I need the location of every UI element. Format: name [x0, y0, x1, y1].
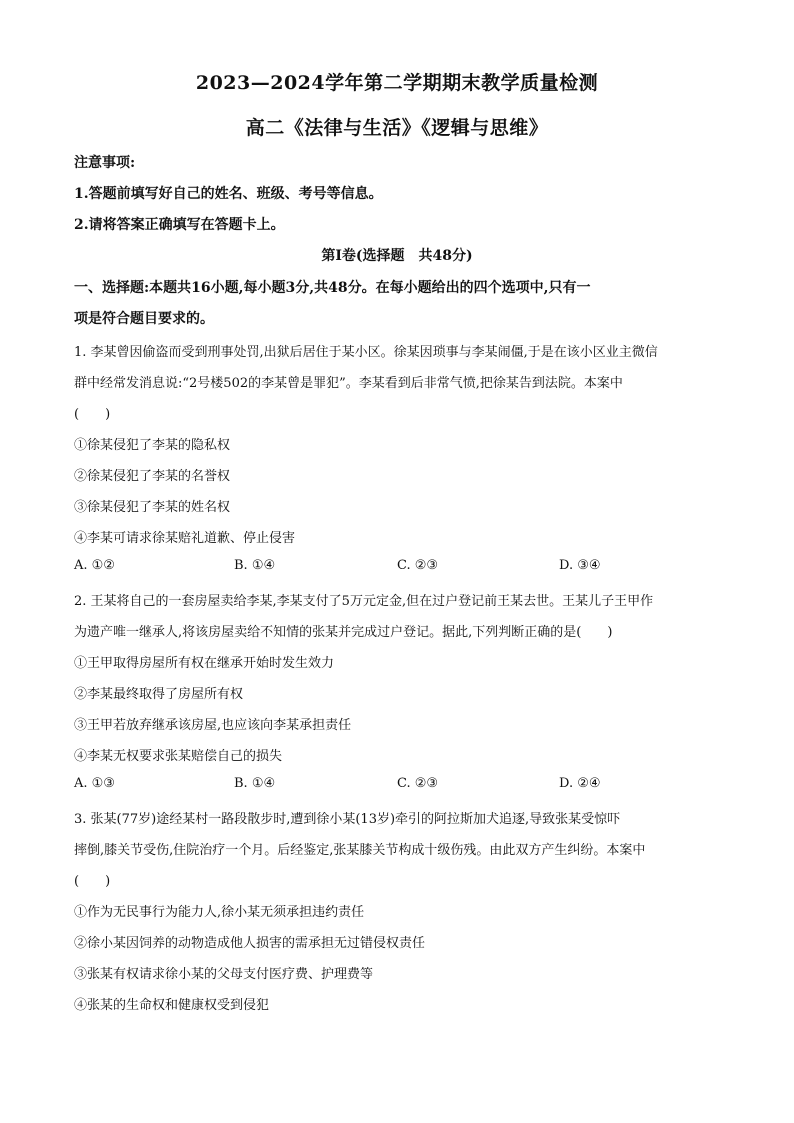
question-2-line-1: 2. 王某将自己的一套房屋卖给李某,李某支付了5万元定金,但在过户登记前王某去世。王某儿子王甲作 — [74, 594, 654, 609]
section-title: 第Ⅰ卷(选择题 共48分) — [321, 248, 473, 264]
section-instruction-line-2: 项是符合题目要求的。 — [74, 311, 214, 327]
question-1-option-b[interactable]: B. ①④ — [234, 558, 276, 573]
question-3-line-2: 摔倒,膝关节受伤,住院治疗一个月。后经鉴定,张某膝关节构成十级伤残。由此双方产生纠纷。本案中 — [74, 843, 646, 858]
question-2-option-c[interactable]: C. ②③ — [397, 776, 439, 791]
question-2-statement-3: ③王甲若放弃继承该房屋,也应该向李某承担责任 — [74, 718, 352, 733]
question-2-option-d[interactable]: D. ②④ — [559, 776, 601, 791]
question-3-statement-3: ③张某有权请求徐小某的父母支付医疗费、护理费等 — [74, 967, 374, 982]
section-instruction-line-1: 一、选择题:本题共16小题,每小题3分,共48分。在每小题给出的四个选项中,只有一 — [74, 280, 591, 296]
question-2-statement-4: ④李某无权要求张某赔偿自己的损失 — [74, 749, 283, 764]
notice-item-2: 2.请将答案正确填写在答题卡上。 — [74, 217, 285, 233]
question-1-blank: ( ) — [74, 407, 111, 422]
question-1-statement-1: ①徐某侵犯了李某的隐私权 — [74, 438, 231, 453]
notice-heading: 注意事项: — [74, 155, 136, 171]
question-1-line-2: 群中经常发消息说:“2号楼502的李某曾是罪犯”。李某看到后非常气愤,把徐某告到法院。本案中 — [74, 376, 623, 391]
question-1-statement-3: ③徐某侵犯了李某的姓名权 — [74, 500, 231, 515]
question-2-statement-2: ②李某最终取得了房屋所有权 — [74, 687, 244, 702]
exam-title: 2023—2024学年第二学期期末教学质量检测 — [195, 72, 599, 94]
question-1-line-1: 1. 李某曾因偷盗而受到刑事处罚,出狱后居住于某小区。徐某因琐事与李某闹僵,于是在该小区业主微信 — [74, 345, 658, 360]
notice-item-1: 1.答题前填写好自己的姓名、班级、考号等信息。 — [74, 186, 383, 202]
question-3-statement-4: ④张某的生命权和健康权受到侵犯 — [74, 998, 270, 1013]
question-1-statement-4: ④李某可请求徐某赔礼道歉、停止侵害 — [74, 531, 296, 546]
question-1-statement-2: ②徐某侵犯了李某的名誉权 — [74, 469, 231, 484]
question-2-option-b[interactable]: B. ①④ — [234, 776, 276, 791]
question-3-statement-1: ①作为无民事行为能力人,徐小某无须承担违约责任 — [74, 905, 365, 920]
question-1-option-d[interactable]: D. ③④ — [559, 558, 601, 573]
question-3-blank: ( ) — [74, 874, 111, 889]
question-3-line-1: 3. 张某(77岁)途经某村一路段散步时,遭到徐小某(13岁)牵引的阿拉斯加犬追逐,导致张某受惊吓 — [74, 812, 621, 827]
question-2-option-a[interactable]: A. ①③ — [74, 776, 115, 791]
question-2-statement-1: ①王甲取得房屋所有权在继承开始时发生效力 — [74, 656, 335, 671]
question-1-option-c[interactable]: C. ②③ — [397, 558, 439, 573]
question-2-line-2: 为遗产唯一继承人,将该房屋卖给不知情的张某并完成过户登记。据此,下列判断正确的是( ) — [74, 625, 613, 640]
question-1-option-a[interactable]: A. ①② — [74, 558, 115, 573]
question-3-statement-2: ②徐小某因饲养的动物造成他人损害的需承担无过错侵权责任 — [74, 936, 426, 951]
exam-subtitle: 高二《法律与生活》《逻辑与思维》 — [245, 117, 549, 139]
